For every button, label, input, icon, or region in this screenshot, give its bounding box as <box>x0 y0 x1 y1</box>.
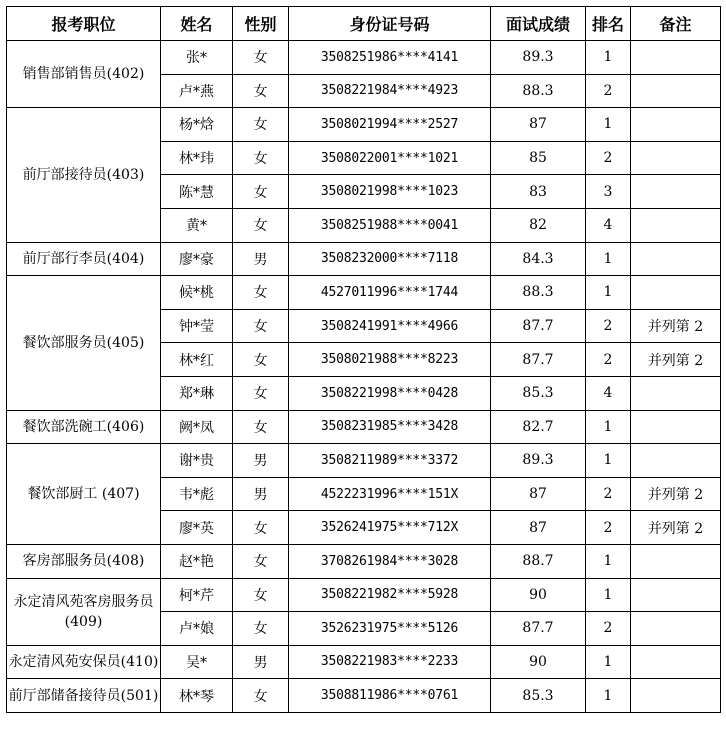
candidate-gender: 男 <box>233 242 289 276</box>
interview-score: 87 <box>491 108 586 142</box>
results-table <box>6 6 721 713</box>
note-value: 并列第 2 <box>631 343 721 377</box>
candidate-id-number: 3508221998****0428 <box>289 376 491 410</box>
interview-score: 90 <box>491 578 586 612</box>
rank-value: 1 <box>586 645 631 679</box>
header-note: 备注 <box>631 7 721 41</box>
candidate-name: 吴* <box>161 645 233 679</box>
note-value <box>631 208 721 242</box>
candidate-name: 柯*芹 <box>161 578 233 612</box>
candidate-gender: 男 <box>233 645 289 679</box>
candidate-name: 黄* <box>161 208 233 242</box>
interview-score: 82 <box>491 208 586 242</box>
note-value <box>631 41 721 75</box>
candidate-name: 卢*娘 <box>161 612 233 646</box>
interview-score: 87.7 <box>491 309 586 343</box>
candidate-id-number: 3508021994****2527 <box>289 108 491 142</box>
rank-value: 3 <box>586 175 631 209</box>
interview-score: 88.3 <box>491 74 586 108</box>
candidate-id-number: 3508221984****4923 <box>289 74 491 108</box>
candidate-gender: 女 <box>233 511 289 545</box>
table-row <box>7 578 721 612</box>
candidate-id-number: 3508811986****0761 <box>289 679 491 713</box>
candidate-name: 廖*英 <box>161 511 233 545</box>
candidate-name: 林*玮 <box>161 141 233 175</box>
candidate-gender: 女 <box>233 309 289 343</box>
interview-score: 89.3 <box>491 444 586 478</box>
candidate-id-number: 4522231996****151X <box>289 477 491 511</box>
note-value <box>631 612 721 646</box>
candidate-name: 陈*慧 <box>161 175 233 209</box>
candidate-name: 杨*焓 <box>161 108 233 142</box>
rank-value: 1 <box>586 242 631 276</box>
position-cell: 餐饮部厨工 (407) <box>7 444 161 545</box>
candidate-id-number: 3508211989****3372 <box>289 444 491 478</box>
candidate-name: 钟*莹 <box>161 309 233 343</box>
candidate-gender: 女 <box>233 343 289 377</box>
position-cell: 餐饮部洗碗工(406) <box>7 410 161 444</box>
candidate-id-number: 3508232000****7118 <box>289 242 491 276</box>
candidate-gender: 女 <box>233 578 289 612</box>
candidate-name: 谢*贵 <box>161 444 233 478</box>
candidate-gender: 女 <box>233 208 289 242</box>
note-value <box>631 376 721 410</box>
position-cell: 餐饮部服务员(405) <box>7 276 161 410</box>
note-value <box>631 276 721 310</box>
position-cell: 永定清风苑安保员(410) <box>7 645 161 679</box>
interview-score: 87 <box>491 477 586 511</box>
note-value <box>631 242 721 276</box>
note-value: 并列第 2 <box>631 477 721 511</box>
candidate-gender: 女 <box>233 612 289 646</box>
table-body <box>7 41 721 713</box>
rank-value: 1 <box>586 578 631 612</box>
rank-value: 1 <box>586 108 631 142</box>
interview-score: 88.7 <box>491 544 586 578</box>
candidate-id-number: 3508251986****4141 <box>289 41 491 75</box>
rank-value: 1 <box>586 679 631 713</box>
candidate-name: 廖*豪 <box>161 242 233 276</box>
rank-value: 2 <box>586 477 631 511</box>
candidate-id-number: 3526231975****5126 <box>289 612 491 646</box>
position-cell: 销售部销售员(402) <box>7 41 161 108</box>
interview-score: 85.3 <box>491 376 586 410</box>
candidate-gender: 男 <box>233 444 289 478</box>
candidate-gender: 女 <box>233 74 289 108</box>
candidate-id-number: 3526241975****712X <box>289 511 491 545</box>
rank-value: 2 <box>586 74 631 108</box>
candidate-gender: 女 <box>233 679 289 713</box>
interview-score: 90 <box>491 645 586 679</box>
rank-value: 1 <box>586 444 631 478</box>
interview-score: 89.3 <box>491 41 586 75</box>
note-value: 并列第 2 <box>631 511 721 545</box>
table-row <box>7 410 721 444</box>
rank-value: 2 <box>586 343 631 377</box>
position-cell: 客房部服务员(408) <box>7 544 161 578</box>
note-value <box>631 141 721 175</box>
rank-value: 1 <box>586 41 631 75</box>
note-value <box>631 645 721 679</box>
interview-score: 85.3 <box>491 679 586 713</box>
candidate-gender: 女 <box>233 108 289 142</box>
interview-score: 82.7 <box>491 410 586 444</box>
note-value <box>631 108 721 142</box>
table-row <box>7 276 721 310</box>
candidate-gender: 女 <box>233 410 289 444</box>
candidate-id-number: 3508221983****2233 <box>289 645 491 679</box>
table-row <box>7 242 721 276</box>
candidate-id-number: 3708261984****3028 <box>289 544 491 578</box>
header-interview-score: 面试成绩 <box>491 7 586 41</box>
note-value <box>631 410 721 444</box>
interview-score: 87.7 <box>491 612 586 646</box>
interview-score: 84.3 <box>491 242 586 276</box>
candidate-id-number: 3508241991****4966 <box>289 309 491 343</box>
candidate-name: 卢*燕 <box>161 74 233 108</box>
candidate-id-number: 3508231985****3428 <box>289 410 491 444</box>
rank-value: 4 <box>586 208 631 242</box>
interview-score: 88.3 <box>491 276 586 310</box>
candidate-id-number: 3508021988****8223 <box>289 343 491 377</box>
note-value <box>631 444 721 478</box>
interview-score: 83 <box>491 175 586 209</box>
table-row <box>7 41 721 75</box>
candidate-gender: 女 <box>233 175 289 209</box>
table-row <box>7 679 721 713</box>
header-row <box>7 7 721 41</box>
rank-value: 2 <box>586 141 631 175</box>
candidate-id-number: 3508022001****1021 <box>289 141 491 175</box>
header-position: 报考职位 <box>7 7 161 41</box>
header-rank: 排名 <box>586 7 631 41</box>
table-row <box>7 108 721 142</box>
candidate-gender: 女 <box>233 141 289 175</box>
header-id-number: 身份证号码 <box>289 7 491 41</box>
candidate-name: 韦*彪 <box>161 477 233 511</box>
rank-value: 4 <box>586 376 631 410</box>
header-gender: 性别 <box>233 7 289 41</box>
note-value <box>631 74 721 108</box>
candidate-name: 阙*凤 <box>161 410 233 444</box>
interview-score: 87 <box>491 511 586 545</box>
rank-value: 2 <box>586 511 631 545</box>
candidate-id-number: 3508021998****1023 <box>289 175 491 209</box>
candidate-id-number: 3508221982****5928 <box>289 578 491 612</box>
header-name: 姓名 <box>161 7 233 41</box>
rank-value: 1 <box>586 544 631 578</box>
rank-value: 1 <box>586 276 631 310</box>
position-cell: 前厅部储备接待员(501) <box>7 679 161 713</box>
table-row <box>7 645 721 679</box>
candidate-gender: 女 <box>233 376 289 410</box>
rank-value: 1 <box>586 410 631 444</box>
interview-score: 85 <box>491 141 586 175</box>
position-cell: 永定清风苑客房服务员(409) <box>7 578 161 645</box>
candidate-name: 张* <box>161 41 233 75</box>
note-value <box>631 175 721 209</box>
candidate-gender: 男 <box>233 477 289 511</box>
candidate-gender: 女 <box>233 276 289 310</box>
note-value <box>631 578 721 612</box>
rank-value: 2 <box>586 612 631 646</box>
candidate-name: 林*红 <box>161 343 233 377</box>
note-value <box>631 679 721 713</box>
candidate-name: 赵*艳 <box>161 544 233 578</box>
candidate-id-number: 4527011996****1744 <box>289 276 491 310</box>
table-row <box>7 544 721 578</box>
position-cell: 前厅部接待员(403) <box>7 108 161 242</box>
candidate-gender: 女 <box>233 41 289 75</box>
rank-value: 2 <box>586 309 631 343</box>
candidate-id-number: 3508251988****0041 <box>289 208 491 242</box>
interview-score: 87.7 <box>491 343 586 377</box>
table-row <box>7 444 721 478</box>
candidate-gender: 女 <box>233 544 289 578</box>
note-value: 并列第 2 <box>631 309 721 343</box>
position-cell: 前厅部行李员(404) <box>7 242 161 276</box>
candidate-name: 林*琴 <box>161 679 233 713</box>
candidate-name: 郑*琳 <box>161 376 233 410</box>
note-value <box>631 544 721 578</box>
candidate-name: 候*桃 <box>161 276 233 310</box>
